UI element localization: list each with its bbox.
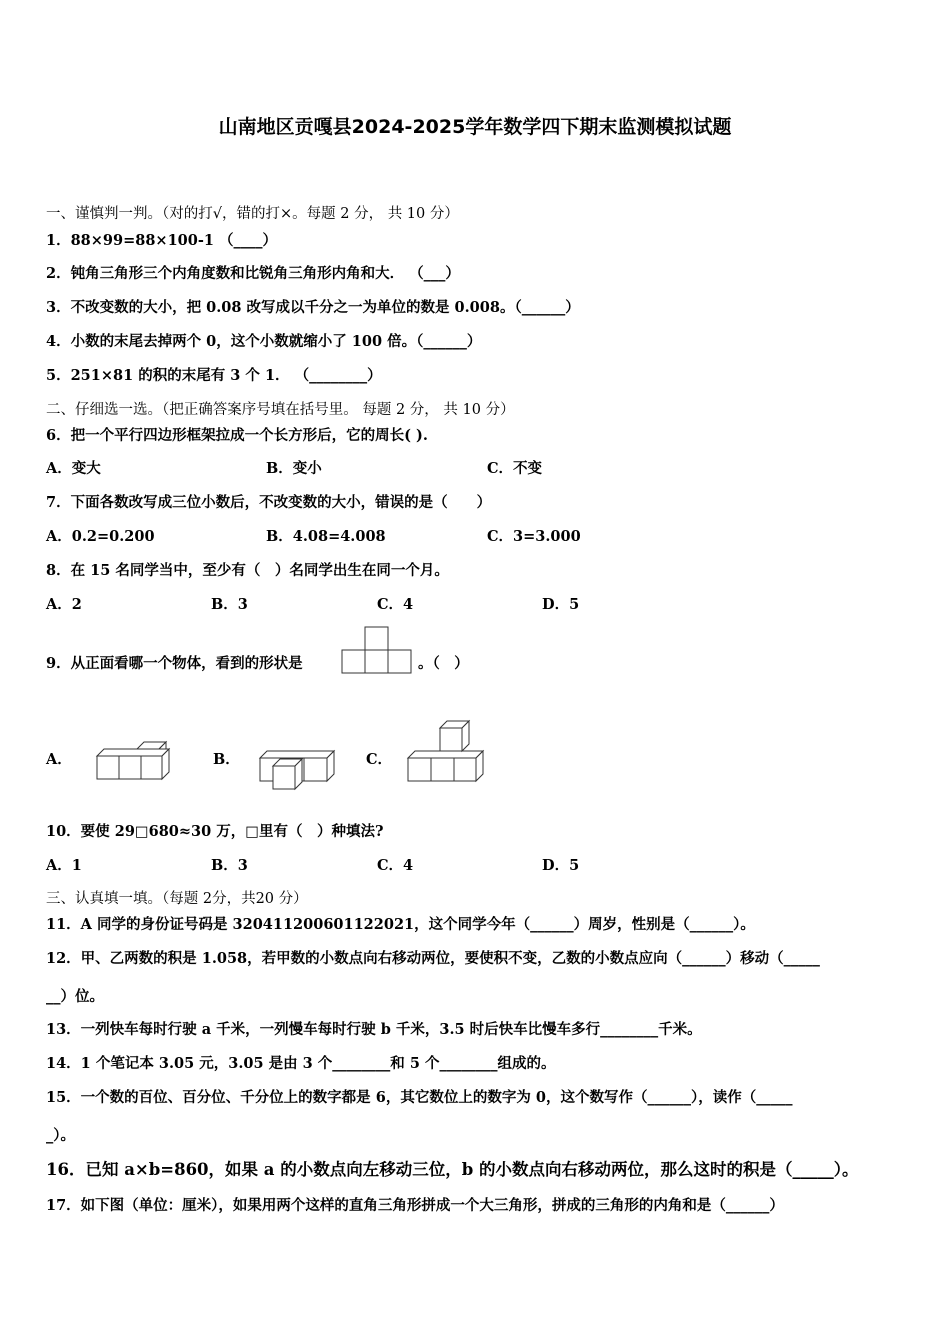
q6-option-a: A．变大	[46, 460, 101, 477]
question-4: 4．小数的末尾去掉两个 0，这个小数就缩小了 100 倍。（______）	[46, 333, 482, 350]
question-6: 6．把一个平行四边形框架拉成一个长方形后，它的周长( ).	[46, 427, 428, 444]
section3-heading: 三、认真填一填。（每题 2分，共20 分）	[46, 891, 308, 907]
page-title: 山南地区贡嘎县2024-2025学年数学四下期末监测模拟试题	[218, 116, 732, 138]
question-7: 7．下面各数改写成三位小数后，不改变数的大小，错误的是（ ）	[46, 494, 492, 511]
question-8: 8．在 15 名同学当中，至少有（ ）名同学出生在同一个月。	[46, 562, 449, 579]
q9-option-c: C．	[366, 751, 393, 768]
question-15-cont: _）。	[46, 1127, 75, 1144]
q9-option-a-cubes	[94, 736, 178, 784]
question-9-suffix: 。（ ）	[418, 655, 469, 672]
question-9-text: 9．从正面看哪一个物体，看到的形状是	[46, 655, 303, 672]
q9-option-b-cubes	[257, 744, 341, 792]
q6-option-c: C．不变	[487, 460, 543, 477]
q9-option-a: A．	[46, 751, 72, 768]
question-17: 17．如下图（单位：厘米），如果用两个这样的直角三角形拼成一个大三角形，拼成的三角形的内角和是（______）	[46, 1197, 784, 1214]
q8-option-c: C．4	[377, 596, 414, 613]
q10-option-a: A．1	[46, 857, 82, 874]
question-15: 15．一个数的百位、百分位、千分位上的数字都是 6，其它数位上的数字为 0，这个数写作（______），读作（_____	[46, 1089, 793, 1106]
q6-option-b: B．变小	[266, 460, 322, 477]
front-view-figure	[340, 625, 416, 675]
question-10: 10．要使 29□680≈30 万，□里有（ ）种填法?	[46, 823, 384, 840]
q8-option-a: A．2	[46, 596, 82, 613]
question-14: 14．1 个笔记本 3.05 元，3.05 是由 3 个________和 5 个________组成的。	[46, 1055, 556, 1072]
question-1: 1．88×99=88×100-1 （____）	[46, 232, 277, 249]
q7-option-a: A．0.2=0.200	[46, 528, 155, 545]
question-5: 5．251×81 的积的末尾有 3 个 1． （________）	[46, 367, 382, 384]
q9-option-c-cubes	[404, 718, 490, 786]
question-11: 11．A 同学的身份证号码是 320411200601122021，这个同学今年（______）周岁，性别是（______）。	[46, 916, 755, 933]
q8-option-d: D．5	[542, 596, 580, 613]
q7-option-b: B．4.08=4.008	[266, 528, 386, 545]
question-12: 12．甲、乙两数的积是 1.058，若甲数的小数点向右移动两位，要使积不变，乙数的小数点应向（______）移动（_____	[46, 950, 820, 967]
section2-heading: 二、仔细选一选。（把正确答案序号填在括号里。 每题 2 分， 共 10 分）	[46, 402, 515, 418]
question-13: 13．一列快车每时行驶 a 千米，一列慢车每时行驶 b 千米，3.5 时后快车比慢车多行________千米。	[46, 1021, 702, 1038]
question-12-cont: __）位。	[46, 988, 104, 1005]
q8-option-b: B．3	[211, 596, 248, 613]
q10-option-b: B．3	[211, 857, 248, 874]
section1-heading: 一、谨慎判一判。（对的打√，错的打×。每题 2 分， 共 10 分）	[46, 206, 459, 222]
q9-option-b: B．	[213, 751, 240, 768]
q10-option-d: D．5	[542, 857, 580, 874]
q7-option-c: C．3=3.000	[487, 528, 581, 545]
question-16: 16．已知 a×b=860，如果 a 的小数点向左移动三位，b 的小数点向右移动两位，那么这时的积是（_____）。	[46, 1160, 859, 1179]
question-3: 3．不改变数的大小，把 0.08 改写成以千分之一为单位的数是 0.008。（______）	[46, 299, 580, 316]
question-2: 2．钝角三角形三个内角度数和比锐角三角形内角和大． （___）	[46, 265, 460, 282]
q10-option-c: C．4	[377, 857, 414, 874]
